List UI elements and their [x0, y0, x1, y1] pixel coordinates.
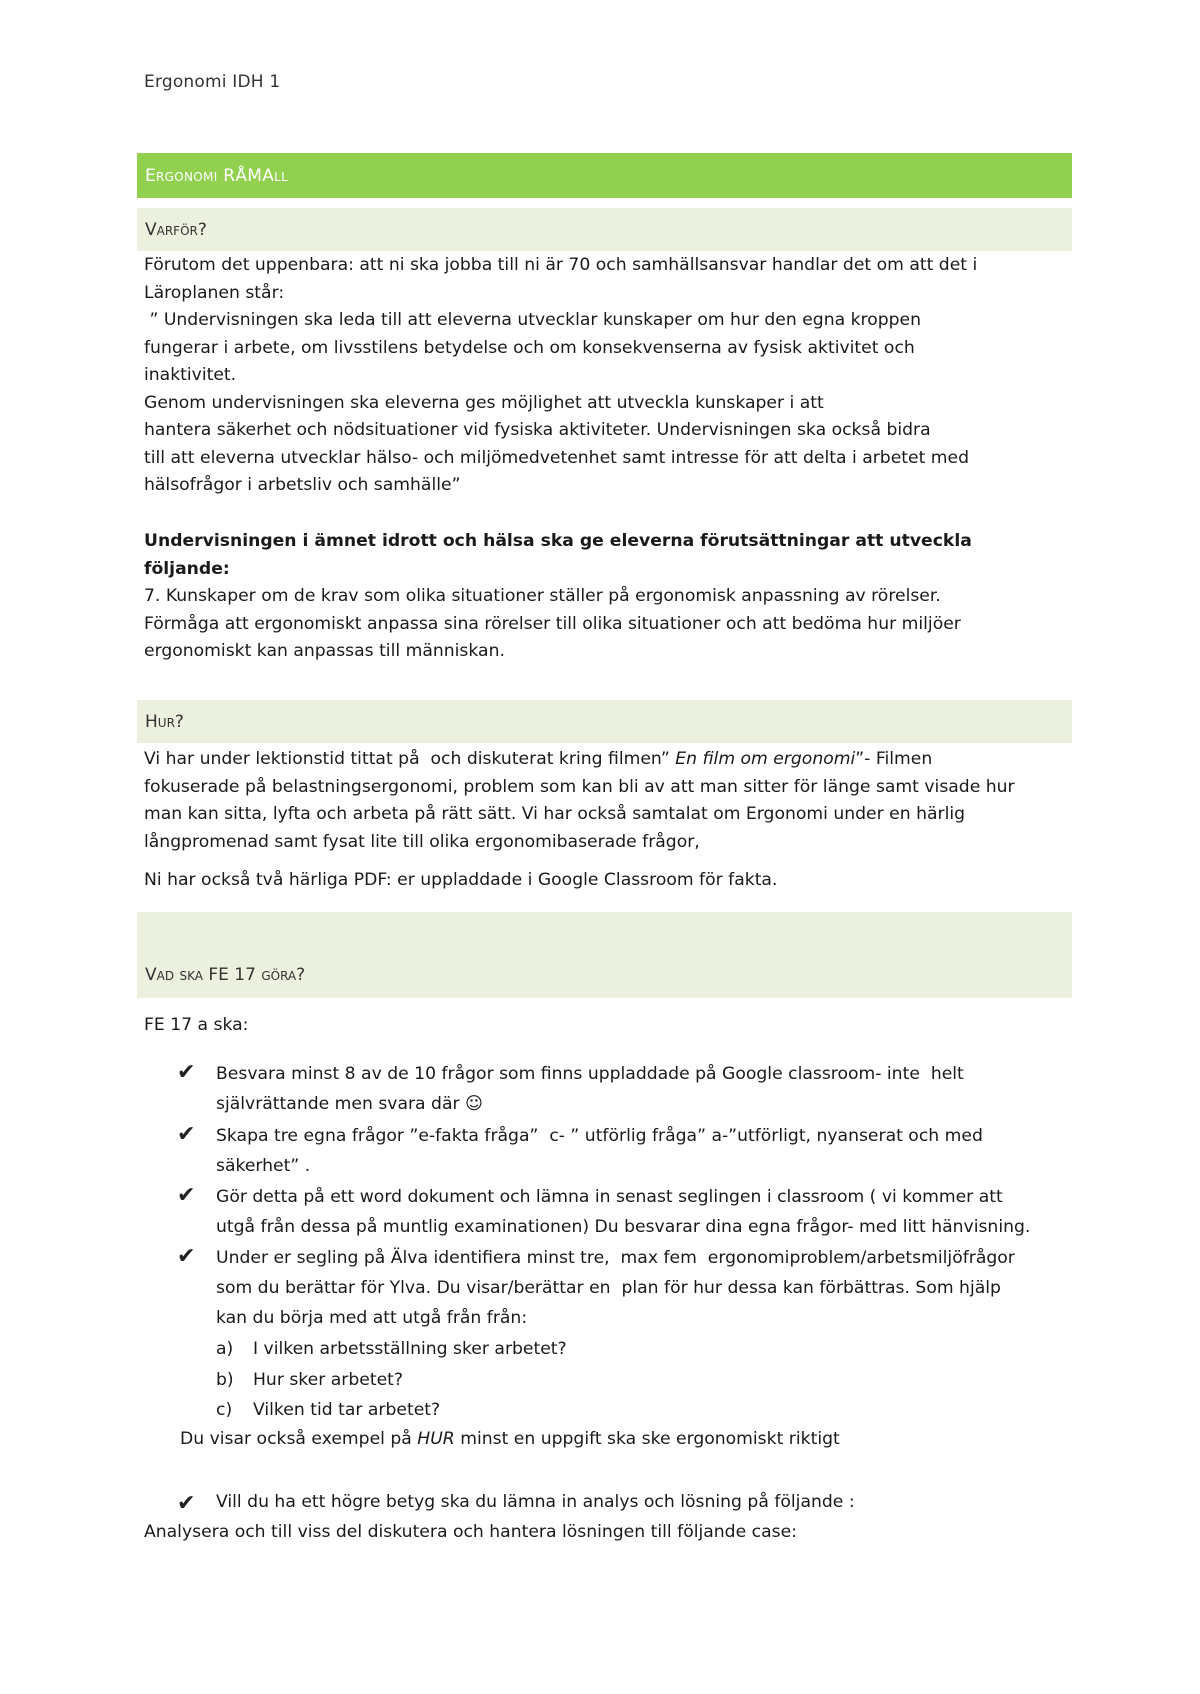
checkmark-icon: ✔	[177, 1060, 196, 1085]
subitem-letter: c)	[216, 1400, 233, 1420]
subitem-letter: a)	[216, 1339, 234, 1359]
film-title: En film om ergonomi	[675, 749, 856, 769]
task-item: Under er segling på Älva identifiera minst tre, max fem ergonomiproblem/arbetsmiljöfrågor som du berättar för Ylva. Du visar/berättar en plan för hur dessa kan förbättras. Som hjälp kan du börja med att utgå från från:	[216, 1248, 1015, 1328]
checkmark-icon: ✔	[177, 1491, 196, 1516]
subject-aim-heading: Undervisningen i ämnet idrott och hälsa ska ge eleverna förutsättningar att utveckla följande:	[144, 531, 972, 579]
hur-paragraph	[144, 746, 1074, 856]
aim-point-7: 7. Kunskaper om de krav som olika situationer ställer på ergonomisk anpassning av rörelser. Förmåga att ergonomiskt anpassa sina rörelser till olika situationer och att bedöma hur miljöer ergonomiskt kan anpassas till människan.	[144, 586, 961, 661]
task-item: Gör detta på ett word dokument och lämna in senast seglingen i classroom ( vi kommer att utgå från dessa på muntlig examinationen) Du besvarar dina egna frågor- med litt hänvisning.	[216, 1187, 1031, 1237]
subitem-letter: b)	[216, 1370, 234, 1390]
section-heading-band-varfor	[137, 208, 1072, 251]
page-title: Ergonomi RÅMAll	[145, 166, 289, 186]
checkmark-icon: ✔	[177, 1183, 196, 1208]
varfor-intro: Förutom det uppenbara: att ni ska jobba till ni är 70 och samhällsansvar handlar det om att det i Läroplanen står:	[144, 255, 978, 303]
section-heading-varfor: Varför?	[145, 220, 207, 240]
subitem-text: Hur sker arbetet?	[253, 1370, 404, 1390]
curriculum-quote: ” Undervisningen ska leda till att eleverna utvecklar kunskaper om hur den egna kroppen fungerar i arbete, om livsstilens betydelse och om konsekvenserna av fysisk aktivitet och inaktivitet. Genom undervisningen ska eleverna ges möjlighet att utveckla kunskaper i att hantera säkerhet och nödsituationer vid fysiska aktiviteter. Undervisningen ska också bidra till att eleverna utvecklar hälso- och miljömedvetenhet samt intresse för att delta i arbetet med hälsofrågor i arbetsliv och samhälle”	[144, 310, 970, 495]
section-heading-band-vad	[137, 912, 1072, 998]
running-header: Ergonomi IDH 1	[144, 72, 281, 92]
analyse-case-instruction: Analysera och till viss del diskutera och hantera lösningen till följande case:	[144, 1522, 797, 1542]
subitem-text: Vilken tid tar arbetet?	[253, 1400, 441, 1420]
task-item: Skapa tre egna frågor ”e-fakta fråga” c- ” utförlig fråga” a-”utförligt, nyanserat och med säkerhet” .	[216, 1126, 983, 1176]
checkmark-icon: ✔	[177, 1244, 196, 1269]
section-heading-band-hur	[137, 700, 1072, 743]
section-heading-vad: Vad ska FE 17 göra?	[145, 965, 306, 985]
example-text-part-1: Du visar också exempel på	[180, 1429, 418, 1449]
section-heading-hur: Hur?	[145, 712, 184, 732]
subitem-text: I vilken arbetsställning sker arbetet?	[253, 1339, 567, 1359]
example-text-part-2: minst en uppgift ska ske ergonomiskt riktigt	[454, 1429, 840, 1449]
checkmark-icon: ✔	[177, 1122, 196, 1147]
example-emphasis: HUR	[417, 1429, 455, 1449]
title-band	[137, 153, 1072, 198]
hur-text-part-1: Vi har under lektionstid tittat på och diskuterat kring filmen”	[144, 749, 676, 769]
higher-grade-task: Vill du ha ett högre betyg ska du lämna in analys och lösning på följande :	[216, 1492, 855, 1512]
task-intro: FE 17 a ska:	[144, 1015, 249, 1035]
pdf-resources-note: Ni har också två härliga PDF: er uppladdade i Google Classroom för fakta.	[144, 870, 778, 890]
task-item: Besvara minst 8 av de 10 frågor som finns uppladdade på Google classroom- inte helt självrättande men svara där ☺	[216, 1064, 964, 1114]
example-line	[180, 1429, 840, 1449]
hur-text-part-2: ”- Filmen fokuserade på belastningsergonomi, problem som kan bli av att man sitter för länge samt visade hur man kan sitta, lyfta och arbeta på rätt sätt. Vi har också samtalat om Ergonomi under en härlig långpromenad samt fysat lite till olika ergonomibaserade frågor,	[144, 749, 1015, 852]
